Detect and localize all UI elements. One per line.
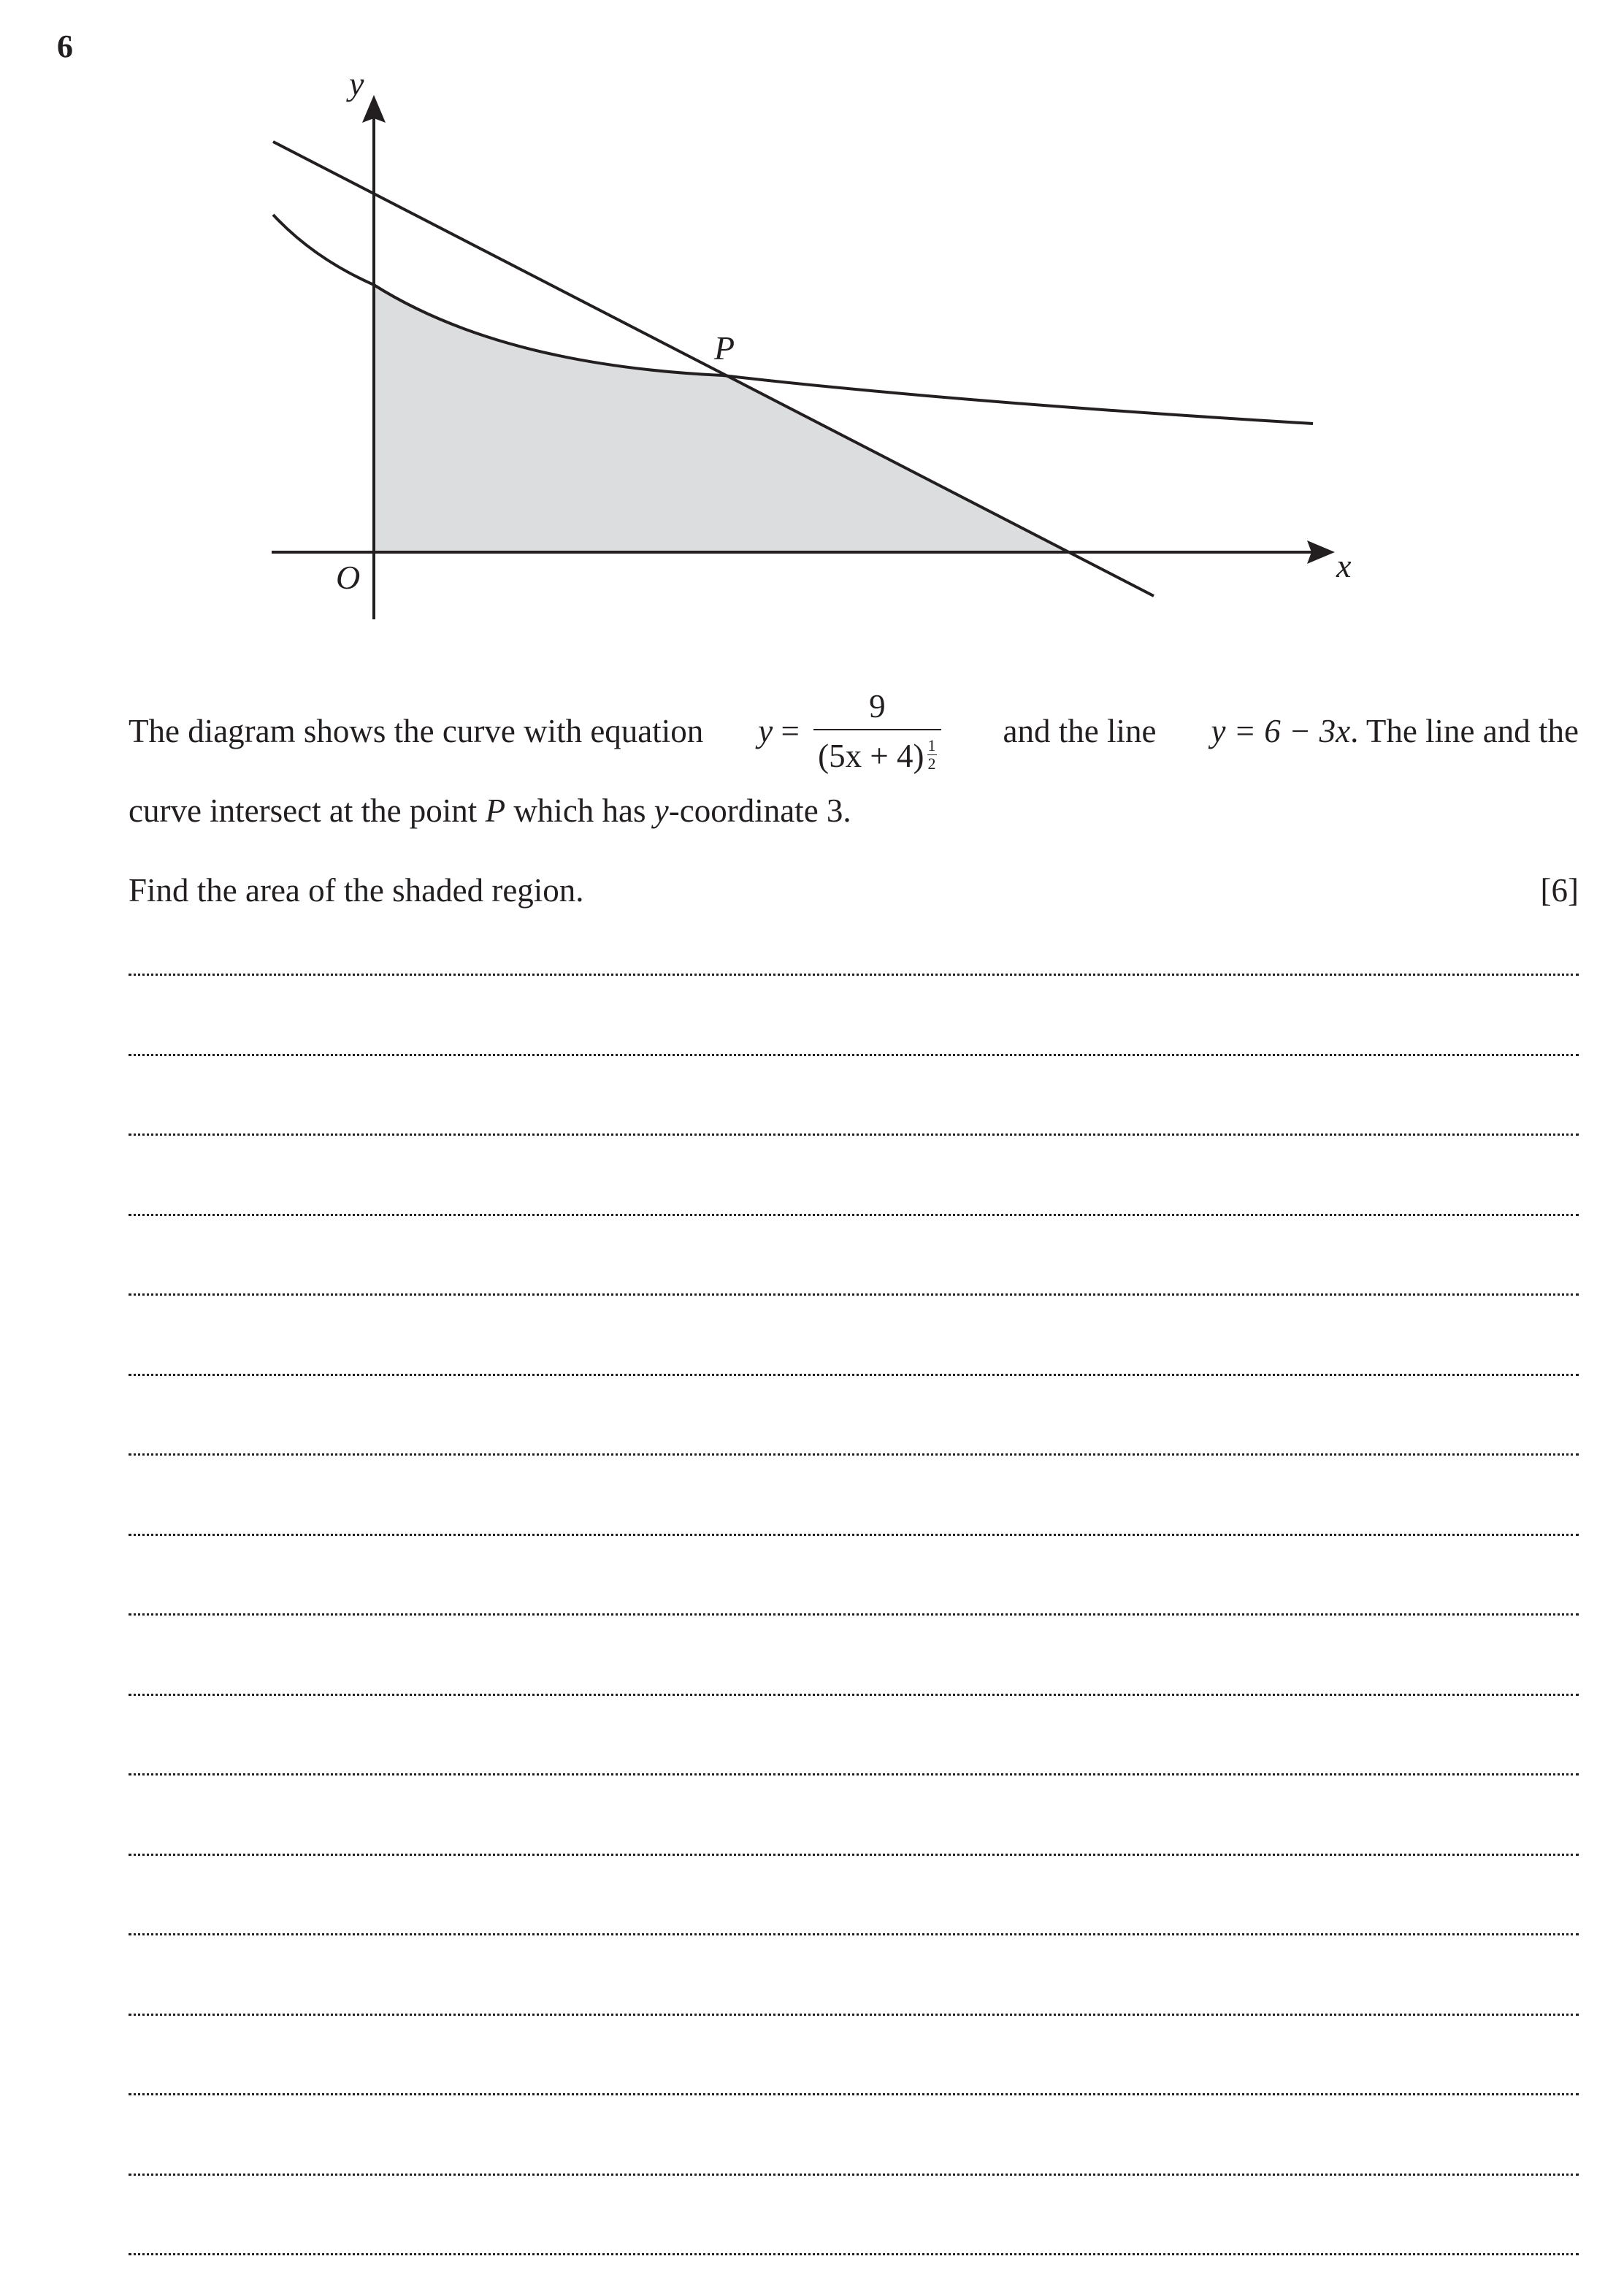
question-paragraph-2 bbox=[129, 792, 1579, 829]
line-text-after: . The line and the bbox=[1350, 713, 1579, 749]
question-task-row bbox=[129, 874, 1579, 907]
equation-equals: = bbox=[773, 713, 808, 749]
para2-point-p: P bbox=[485, 792, 506, 829]
answer-line[interactable] bbox=[129, 1453, 1579, 1456]
answer-line[interactable] bbox=[129, 1694, 1579, 1696]
denominator-base: (5x + 4) bbox=[818, 738, 924, 774]
answer-line[interactable] bbox=[129, 2014, 1579, 2016]
equation-fraction bbox=[813, 690, 941, 773]
question-number: 6 bbox=[57, 28, 73, 64]
task-text: Find the area of the shaded region. bbox=[129, 872, 584, 909]
para2-y: y bbox=[654, 792, 669, 829]
answer-line[interactable] bbox=[129, 1293, 1579, 1296]
exponent-denominator: 2 bbox=[927, 754, 936, 773]
line-equation: y = 6 − 3x bbox=[1211, 713, 1351, 749]
origin-label: O bbox=[336, 559, 361, 596]
answer-line[interactable] bbox=[129, 1854, 1579, 1856]
y-axis-label: y bbox=[349, 65, 364, 102]
point-p-label: P bbox=[714, 329, 735, 367]
para2-part-b: which has bbox=[505, 792, 654, 829]
answer-line[interactable] bbox=[129, 1374, 1579, 1376]
exponent-half bbox=[927, 738, 937, 772]
answer-line[interactable] bbox=[129, 1134, 1579, 1136]
question-paragraph-1 bbox=[129, 690, 1579, 773]
answer-line[interactable] bbox=[129, 1214, 1579, 1216]
answer-line[interactable] bbox=[129, 1613, 1579, 1616]
answer-line[interactable] bbox=[129, 974, 1579, 976]
answer-line[interactable] bbox=[129, 2174, 1579, 2176]
intro-text: The diagram shows the curve with equation bbox=[129, 713, 704, 749]
line-text-before: and the line bbox=[1003, 713, 1157, 749]
answer-line[interactable] bbox=[129, 1773, 1579, 1775]
fraction-numerator: 9 bbox=[869, 688, 886, 725]
line-equation-wrap bbox=[1211, 715, 1579, 748]
answer-line[interactable] bbox=[129, 2253, 1579, 2255]
graph-diagram bbox=[0, 0, 1624, 657]
marks: [6] bbox=[1540, 872, 1579, 909]
answer-line[interactable] bbox=[129, 2093, 1579, 2095]
curve-equation bbox=[758, 690, 948, 773]
x-axis-label: x bbox=[1336, 547, 1352, 584]
exponent-numerator: 1 bbox=[927, 736, 936, 754]
fraction-denominator bbox=[813, 729, 941, 773]
para2-part-c: -coordinate 3. bbox=[668, 792, 851, 829]
answer-line[interactable] bbox=[129, 1534, 1579, 1536]
equation-y: y bbox=[758, 713, 773, 749]
answer-line[interactable] bbox=[129, 1054, 1579, 1056]
answer-line[interactable] bbox=[129, 1933, 1579, 1935]
shaded-region bbox=[374, 285, 1068, 552]
para2-part-a: curve intersect at the point bbox=[129, 792, 486, 829]
